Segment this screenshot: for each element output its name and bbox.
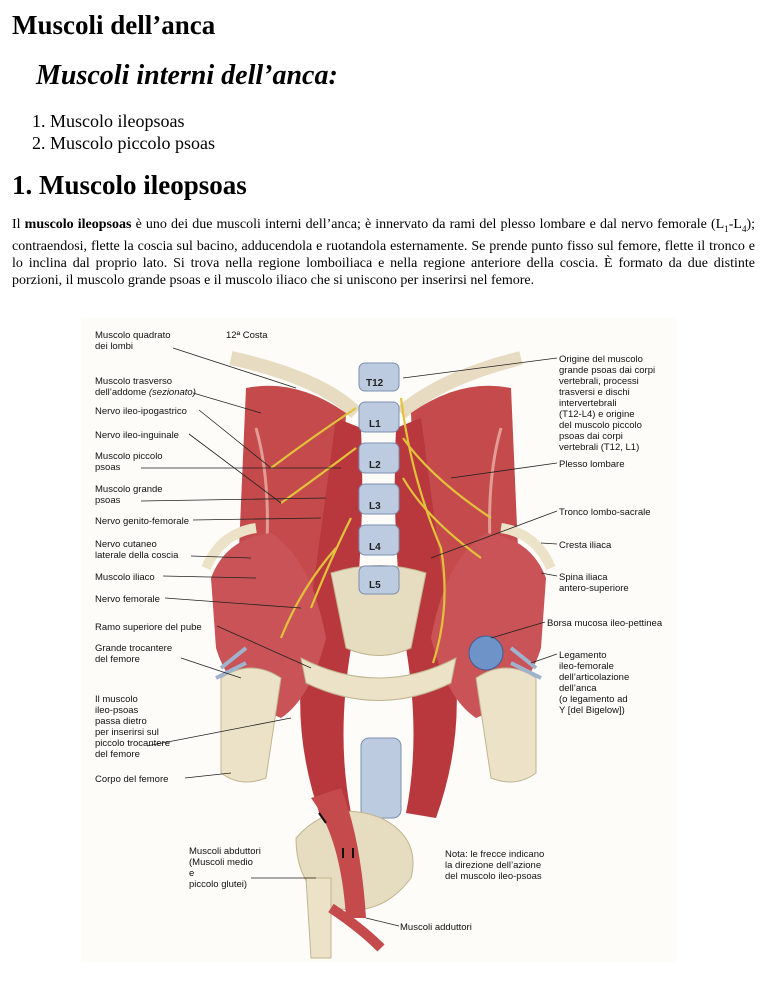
label-ramo-pube: Ramo superiore del pube bbox=[95, 622, 202, 633]
label-borsa-mucosa: Borsa mucosa ileo-pettinea bbox=[547, 618, 663, 629]
label-grande-psoas: Muscolo grande psoas bbox=[95, 484, 163, 506]
vertebra-label: L3 bbox=[369, 501, 381, 512]
label-grande-trocantere: Grande trocantere del femore bbox=[95, 643, 173, 665]
label-muscolo-iliaco: Muscolo iliaco bbox=[95, 572, 155, 583]
label-spina-iliaca: Spina iliaca antero-superiore bbox=[559, 572, 629, 594]
toc-label: Muscolo ileopsoas bbox=[50, 111, 185, 131]
bold-term: muscolo ileopsoas bbox=[24, 217, 132, 232]
label-nervo-genitofemorale: Nervo genito-femorale bbox=[95, 516, 189, 527]
table-of-contents bbox=[32, 110, 215, 154]
vertebral-column bbox=[359, 363, 399, 594]
label-nervo-ileoipogastrico: Nervo ileo-ipogastrico bbox=[95, 406, 187, 417]
label-plesso-lombare: Plesso lombare bbox=[559, 459, 625, 470]
label-muscoli-abduttori: Muscoli abduttori (Muscoli medio e piccolo glutei) bbox=[189, 846, 261, 890]
toc-number: 2. bbox=[32, 133, 46, 153]
label-origine-psoas: Origine del muscolo grande psoas dai corpi vertebrali, processi trasversi e dischi intervertebrali (T12-L4) e origine del muscolo piccolo psoas dai corpi vertebrali (T12, L1) bbox=[559, 354, 656, 453]
label-legamento: Legamento ileo-femorale dell’articolazione dell’anca (o legamento ad Y [del Bigelow]) bbox=[559, 650, 630, 716]
label-nervo-ileoinguinale: Nervo ileo-inguinale bbox=[95, 430, 179, 441]
label-trasverso: Muscolo trasverso dell’addome (sezionato) bbox=[95, 376, 196, 398]
section-subtitle: Muscoli interni dell’anca: bbox=[36, 60, 338, 91]
section-heading: 1. Muscolo ileopsoas bbox=[12, 170, 247, 200]
anatomy-figure bbox=[81, 318, 677, 962]
toc-item[interactable] bbox=[32, 110, 215, 132]
label-corpo-femore: Corpo del femore bbox=[95, 774, 169, 785]
vertebra-label: L5 bbox=[369, 580, 381, 591]
vertebra-label: L2 bbox=[369, 460, 381, 471]
label-quadrato-lombi: Muscolo quadrato dei lombi bbox=[95, 330, 171, 352]
label-costa: 12ª Costa bbox=[226, 330, 268, 341]
page-title: Muscoli dell’anca bbox=[12, 10, 216, 40]
label-nota: Nota: le frecce indicano la direzione dell’azione del muscolo ileo-psoas bbox=[445, 849, 545, 882]
label-passa-dietro: Il muscolo ileo-psoas passa dietro per inserirsi sul piccolo trocantere del femore bbox=[95, 694, 170, 760]
label-tronco-lombosacrale: Tronco lombo-sacrale bbox=[559, 507, 651, 518]
vertebra-label: L1 bbox=[369, 419, 381, 430]
toc-item[interactable] bbox=[32, 132, 215, 154]
vertebra-label: T12 bbox=[366, 378, 384, 389]
label-piccolo-psoas: Muscolo piccolo psoas bbox=[95, 451, 163, 473]
body-paragraph: Il muscolo ileopsoas è uno dei due muscoli interni dell’anca; è innervato da rami del plesso lombare e dal nervo femorale $(L_1-L_4)$; contraendosi, flette la coscia sul bacino, adducendola e ruotandola esternamente. Se prende punto fisso sul femore, flette il tronco e lo inclina dal proprio lato. Si trova nella regione lomboiliaca e nella regione anteriore della coscia. È formato da due distinte porzioni, il muscolo grande psoas e il muscolo iliaco che si uniscono per inserirsi nel femore. bbox=[12, 217, 755, 288]
label-nervo-cutaneo: Nervo cutaneo laterale della coscia bbox=[95, 539, 179, 561]
toc-number: 1. bbox=[32, 111, 46, 131]
label-nervo-femorale: Nervo femorale bbox=[95, 594, 160, 605]
vertebra-label: L4 bbox=[369, 542, 381, 553]
toc-label: Muscolo piccolo psoas bbox=[50, 133, 215, 153]
label-cresta-iliaca: Cresta iliaca bbox=[559, 540, 612, 551]
label-muscoli-adduttori: Muscoli adduttori bbox=[400, 922, 472, 933]
